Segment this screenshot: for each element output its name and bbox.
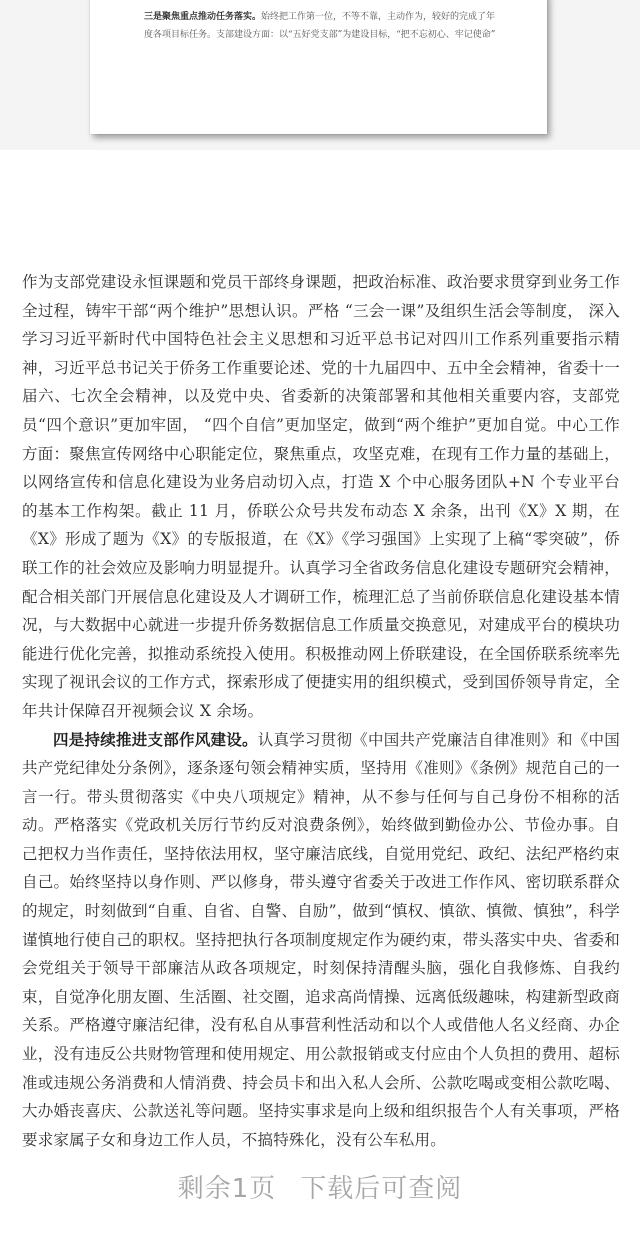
paragraph-2-text: 认真学习贯彻《中国共产党廉洁自律准则》和《中国共产党纪律处分条例》，逐条逐句领会精神实质，坚持用《准则》《条例》规范自己的一言一行。带头贯彻落实《中央八项规定》精神，从不参与任何与自己身份不相称的活动。严格落实《党政机关厉行节约反对浪费条例》，始终做到勤俭办公、节俭办事。自己把权力当作责任，坚持依法用权，坚守廉洁底线，自觉用党纪、政纪、法纪严格约束自己。始终坚持以身作则、严以修身，带头遵守省委关于改进工作作风、密切联系群众的规定，时刻做到“自重、自省、自警、自励”，做到“慎权、慎欲、慎微、慎独”，科学谨慎地行使自己的职权。坚持把执行各项制度规定作为硬约束，带头落实中央、省委和会党组关于领导干部廉洁从政各项规定，时刻保持清醒头脑，强化自我修炼、自我约束，自觉净化朋友圈、生活圈、社交圈，追求高尚情操、远离低级趣味，构建新型政商关系。严格遵守廉洁纪律，没有私自从事营利性活动和以个人或借他人名义经商、办企业，没有违反公共财物管理和使用规定、用公款报销或支付应由个人负担的费用、超标准或违规公务消费和人情消费、持会员卡和出入私人会所、公款吃喝或变相公款吃喝、大办婚丧喜庆、公款送礼等问题。坚持实事求是向上级和组织报告个人有关事项，严格要求家属子女和身边工作人员，不搞特殊化，没有公车私用。 [22,730,620,1149]
paragraph-2-lead: 四是持续推进支部作风建设。 [53,729,258,749]
download-hint-label: 下载后可查阅 [300,1174,463,1204]
document-body [22,268,620,1154]
remaining-pages-banner[interactable] [0,1168,640,1205]
paragraph-1: 作为支部党建设永恒课题和党员干部终身课题，把政治标准、政治要求贯穿到业务工作全过程，铸牢干部“两个维护”思想认识。严格 “三会一课”及组织生活会等制度， 深入学习习近平新时代中国特色社会主义思想和习近平总书记对四川工作系列重要指示精神，习近平总书记关于侨务工作重要论述、党的十九届四中、五中全会精神，省委十一届六、七次全会精神，以及党中央、省委新的决策部署和其他相关重要内容，支部党员“四个意识”更加牢固， “四个自信”更加坚定，做到“两个维护”更加自觉。中心工作方面：聚焦宣传网络中心职能定位，聚焦重点，攻坚克难，在现有工作力量的基础上，以网络宣传和信息化建设为业务启动切入点，打造 X 个中心服务团队+N 个专业平台的基本工作构架。截止 11 月，侨联公众号共发布动态 X 余条，出刊《X》X 期，在《X》形成了题为《X》的专版报道，在《X》《学习强国》上实现了上稿“零突破”，侨联工作的社会效应及影响力明显提升。认真学习全省政务信息化建设专题研究会精神，配合相关部门开展信息化建设及人才调研工作，梳理汇总了当前侨联信息化建设基本情况，与大数据中心就进一步提升侨务数据信息工作质量交换意见，对建成平台的模块功能进行优化完善，拟推动系统投入使用。积极推动网上侨联建设，在全国侨联系统率先实现了视讯会议的工作方式，探索形成了便捷实用的组织模式，受到国侨领导肯定，全年共计保障召开视频会议 X 余场。 [22,273,620,720]
remaining-pages-label: 剩余1页 [177,1174,277,1204]
page-preview-area [0,0,640,150]
preview-line-1: 三是聚焦重点推动任务落实。始终把工作第一位，不等不靠，主动作为，较好的完成了年 [144,12,496,22]
page-preview-text [144,8,534,44]
paragraph-2 [22,726,620,1155]
preview-line-2: 度各项目标任务。支部建设方面：以“五好党支部”为建设目标，“把不忘初心、牢记使命” [144,30,496,40]
